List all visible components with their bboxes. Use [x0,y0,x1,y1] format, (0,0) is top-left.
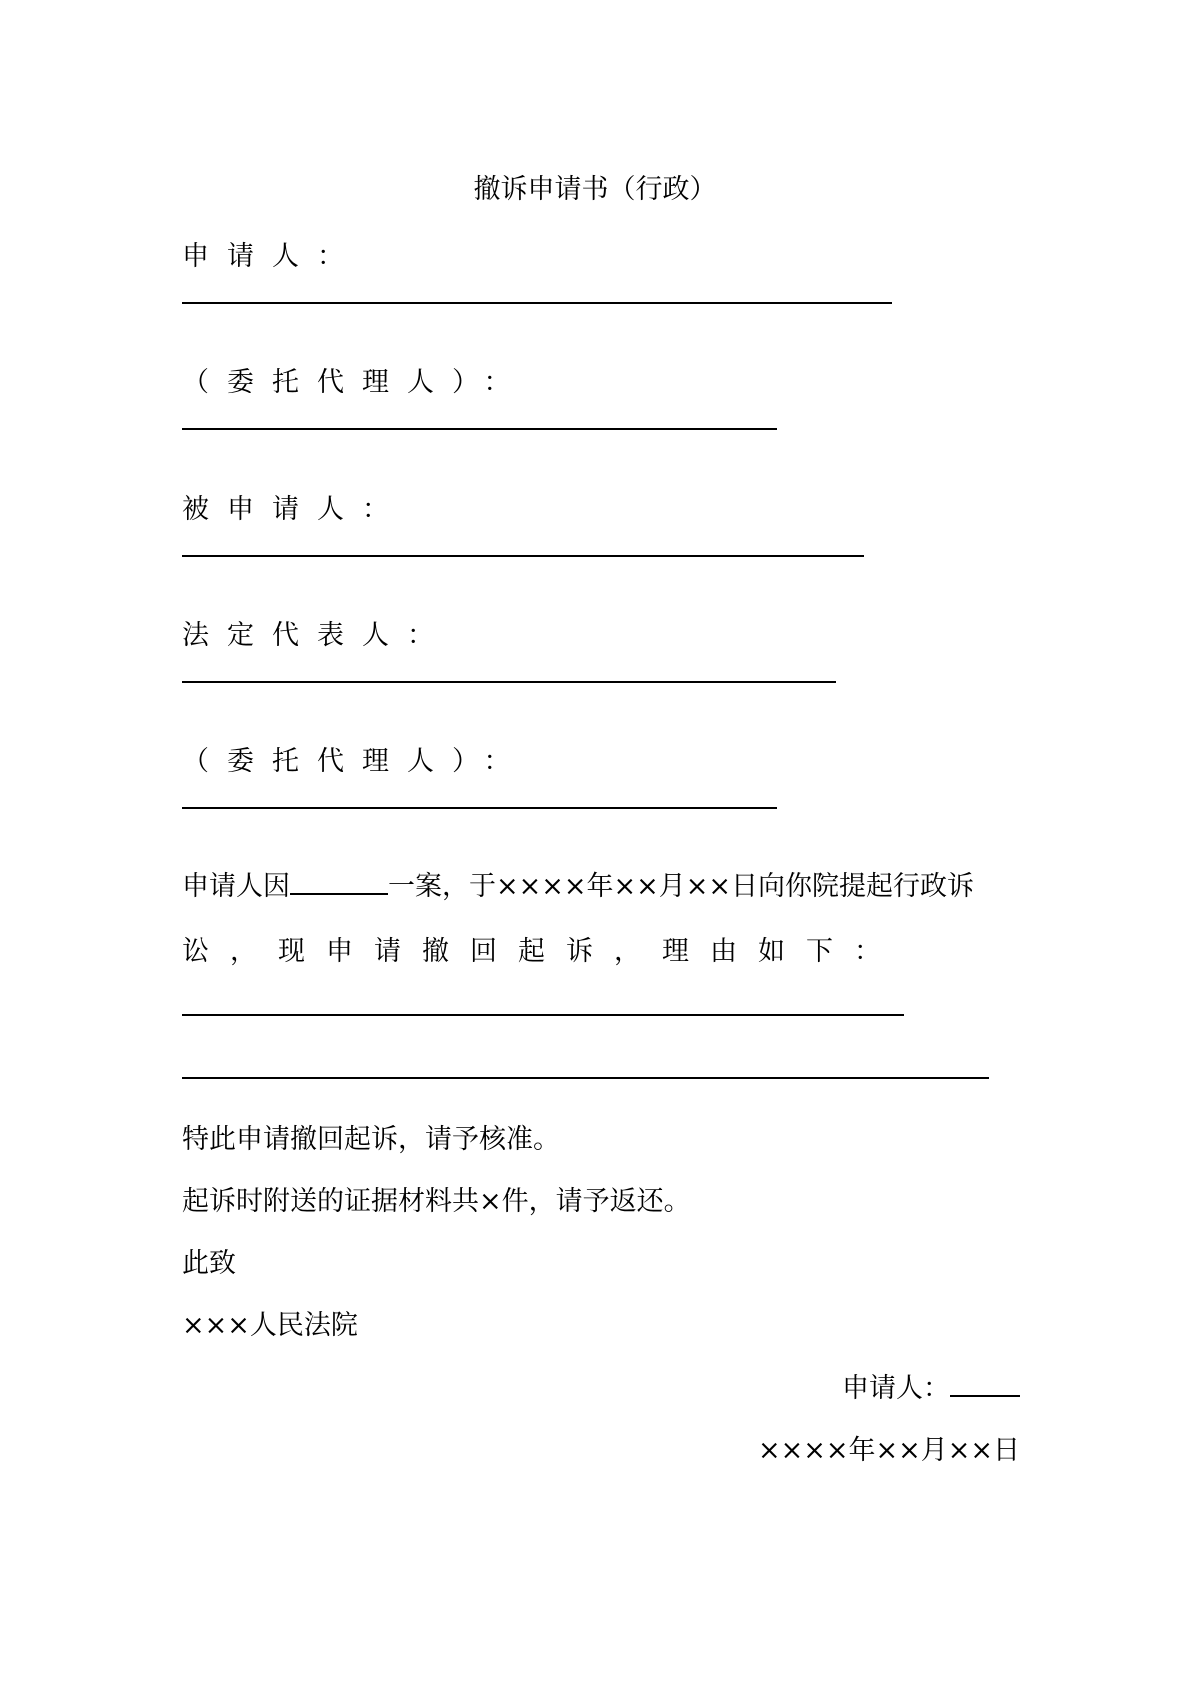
case-name-blank[interactable] [290,867,388,895]
agent-1-blank-line[interactable] [182,428,777,430]
body-line-2: 讼，现申请撤回起诉，理由如下： [182,936,902,967]
agent-2-blank-line[interactable] [182,807,777,809]
legal-representative-label: 法定代表人： [182,620,452,651]
respondent-label: 被申请人： [182,494,407,525]
applicant-label: 申请人： [182,241,362,272]
court-name: ×××人民法院 [182,1310,358,1341]
body-line-1 [182,867,974,907]
respondent-blank-line[interactable] [182,555,864,557]
reason-blank-line-2[interactable] [182,1077,989,1079]
applicant-blank-line[interactable] [182,302,892,304]
reason-blank-line-1[interactable] [182,1014,904,1016]
request-statement: 特此申请撤回起诉，请予核准。 [182,1124,560,1155]
body-line-1-prefix: 申请人因 [182,871,290,902]
document-title: 撤诉申请书（行政） [473,174,717,205]
body-line-1-suffix: 一案，于××××年××月××日向你院提起行政诉 [388,871,974,902]
document-date: ××××年××月××日 [758,1435,1020,1466]
signature-blank[interactable] [950,1369,1020,1397]
salutation: 此致 [182,1248,236,1279]
agent-label-2: （委托代理人）： [182,746,529,777]
signature-line [842,1369,1020,1409]
signature-label: 申请人： [842,1373,950,1404]
agent-label-1: （委托代理人）： [182,367,529,398]
evidence-statement: 起诉时附送的证据材料共×件，请予返还。 [182,1186,691,1217]
legal-representative-blank-line[interactable] [182,681,836,683]
